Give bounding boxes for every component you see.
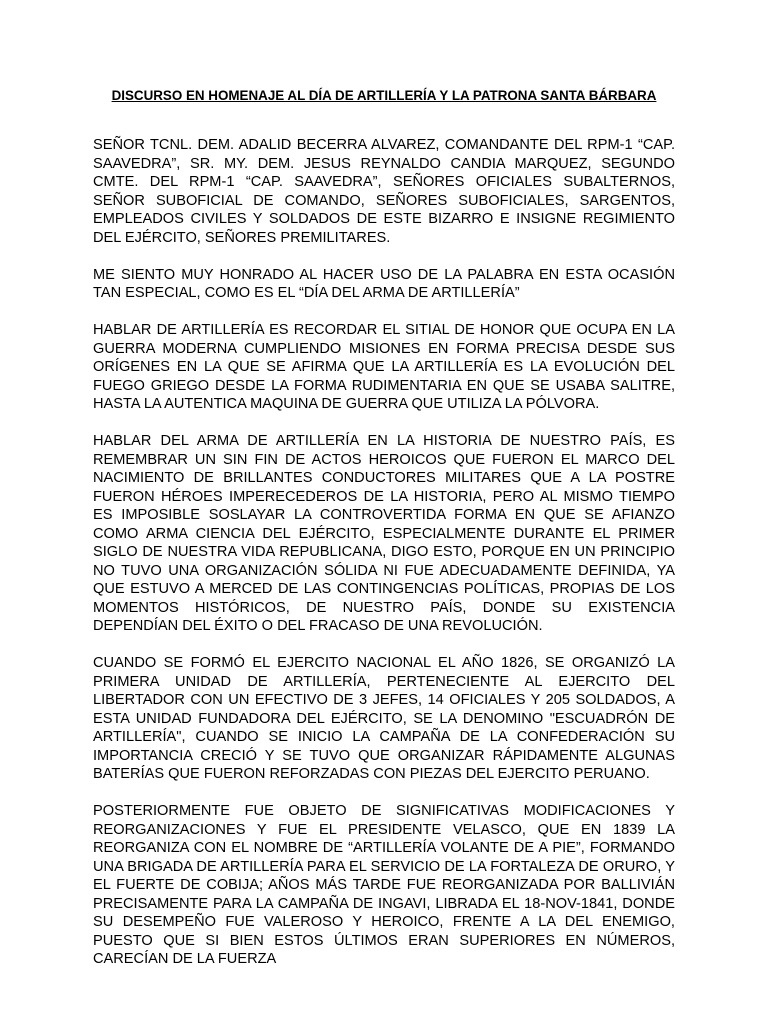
paragraph-reorganization: POSTERIORMENTE FUE OBJETO DE SIGNIFICATIVAS MODIFICACIONES Y REORGANIZACIONES Y FUE EL PRESIDENTE VELASCO, QUE EN 1839 LA REORGANIZA CON EL NOMBRE DE “ARTILLERÍA VOLANTE DE A PIE”, FORMANDO UNA BRIGADA DE ARTILLERÍA PARA EL SERVICIO DE LA FORTALEZA DE ORURO, Y EL FUERTE DE COBIJA; AÑOS MÁS TARDE FUE REORGANIZADA POR BALLIVIÁN PRECISAMENTE PARA LA CAMPAÑA DE INGAVI, LIBRADA EL 18-NOV-1841, DONDE SU DESEMPEÑO FUE VALEROSO Y HEROICO, FRENTE A LA DEL ENEMIGO, PUESTO QUE SI BIEN ESTOS ÚLTIMOS ERAN SUPERIORES EN NÚMEROS, CARECÍAN DE LA FUERZA bbox=[93, 803, 675, 967]
paragraph-origins: HABLAR DE ARTILLERÍA ES RECORDAR EL SITIAL DE HONOR QUE OCUPA EN LA GUERRA MODERNA CUMPLIENDO MISIONES EN FORMA PRECISA DESDE SUS ORÍGENES EN LA QUE SE AFIRMA QUE LA ARTILLERÍA ES LA EVOLUCIÓN DEL FUEGO GRIEGO DESDE LA FORMA RUDIMENTARIA EN QUE SE USABA SALITRE, HASTA LA AUTENTICA MAQUINA DE GUERRA QUE UTILIZA LA PÓLVORA. bbox=[93, 322, 675, 412]
paragraph-history: HABLAR DEL ARMA DE ARTILLERÍA EN LA HISTORIA DE NUESTRO PAÍS, ES REMEMBRAR UN SIN FIN DE ACTOS HEROICOS QUE FUERON EL MARCO DEL NACIMIENTO DE BRILLANTES CONDUCTORES MILITARES QUE A LA POSTRE FUERON HÉROES IMPERECEDEROS DE LA HISTORIA, PERO AL MISMO TIEMPO ES IMPOSIBLE SOSLAYAR LA CONTROVERTIDA FORMA EN QUE SE AFIANZO COMO ARMA CIENCIA DEL EJÉRCITO, ESPECIALMENTE DURANTE EL PRIMER SIGLO DE NUESTRA VIDA REPUBLICANA, DIGO ESTO, PORQUE EN UN PRINCIPIO NO TUVO UNA ORGANIZACIÓN SÓLIDA NI FUE ADECUADAMENTE DEFINIDA, YA QUE ESTUVO A MERCED DE LAS CONTINGENCIAS POLÍTICAS, PROPIAS DE LOS MOMENTOS HISTÓRICOS, DE NUESTRO PAÍS, DONDE SU EXISTENCIA DEPENDÍAN DEL ÉXITO O DEL FRACASO DE UNA REVOLUCIÓN. bbox=[93, 433, 675, 634]
paragraph-1826: CUANDO SE FORMÓ EL EJERCITO NACIONAL EL AÑO 1826, SE ORGANIZÓ LA PRIMERA UNIDAD DE ARTILLERÍA, PERTENECIENTE AL EJERCITO DEL LIBERTADOR CON UN EFECTIVO DE 3 JEFES, 14 OFICIALES Y 205 SOLDADOS, A ESTA UNIDAD FUNDADORA DEL EJÉRCITO, SE LA DENOMINO "ESCUADRÓN DE ARTILLERÍA", CUANDO SE INICIO LA CAMPAÑA DE LA CONFEDERACIÓN SU IMPORTANCIA CRECIÓ Y SE TUVO QUE ORGANIZAR RÁPIDAMENTE ALGUNAS BATERÍAS QUE FUERON REFORZADAS CON PIEZAS DEL EJERCITO PERUANO. bbox=[93, 655, 675, 782]
document-title: DISCURSO EN HOMENAJE AL DÍA DE ARTILLERÍA Y LA PATRONA SANTA BÁRBARA bbox=[111, 88, 657, 103]
document-body bbox=[93, 136, 675, 987]
paragraph-honor: ME SIENTO MUY HONRADO AL HACER USO DE LA PALABRA EN ESTA OCASIÓN TAN ESPECIAL, COMO ES EL “DÍA DEL ARMA DE ARTILLERÍA” bbox=[93, 266, 675, 301]
paragraph-greeting: SEÑOR TCNL. DEM. ADALID BECERRA ALVAREZ, COMANDANTE DEL RPM-1 “CAP. SAAVEDRA”, SR. MY. DEM. JESUS REYNALDO CANDIA MARQUEZ, SEGUNDO CMTE. DEL RPM-1 “CAP. SAAVEDRA”, SEÑORES OFICIALES SUBALTERNOS, SEÑOR SUBOFICIAL DE COMANDO, SEÑORES SUBOFICIALES, SARGENTOS, EMPLEADOS CIVILES Y SOLDADOS DE ESTE BIZARRO E INSIGNE REGIMIENTO DEL EJÉRCITO, SEÑORES PREMILITARES. bbox=[93, 137, 675, 246]
